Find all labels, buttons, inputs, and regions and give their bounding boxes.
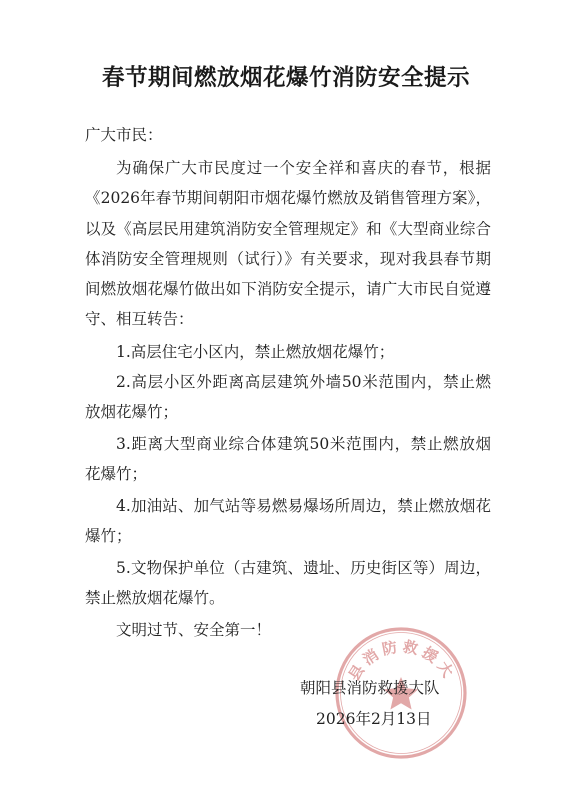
rule-item-2: 2.高层小区外距离高层建筑外墙50米范围内，禁止燃放烟花爆竹； xyxy=(85,373,491,422)
rule-item-1: 1.高层住宅小区内，禁止燃放烟花爆竹； xyxy=(116,343,395,361)
paragraph-intro: 为确保广大市民度过一个安全祥和喜庆的春节，根据《2026年春节期间朝阳市烟花爆竹燃放及销售管理方案》，以及《高层民用建筑消防安全管理规定》和《大型商业综合体消防安全管理规则（试行）》有关要求，现对我县春节期间燃放烟花爆竹做出如下消防安全提示，请广大市民自觉遵守、相互转告： xyxy=(85,159,491,329)
rule-item-4: 4.加油站、加气站等易燃易爆场所周边，禁止燃放烟花爆竹； xyxy=(85,497,491,546)
document-title: 春节期间燃放烟花爆竹消防安全提示 xyxy=(101,65,470,91)
signature-date: 2026年2月13日 xyxy=(316,710,432,728)
rule-item-3: 3.距离大型商业综合体建筑50米范围内，禁止燃放烟花爆竹； xyxy=(85,435,491,484)
signature-organization: 朝阳县消防救援大队 xyxy=(300,679,440,697)
rule-item-5: 5.文物保护单位（古建筑、遗址、历史街区等）周边，禁止燃放烟花爆竹。 xyxy=(85,559,491,608)
salutation: 广大市民： xyxy=(85,126,163,144)
closing-slogan: 文明过节、安全第一！ xyxy=(116,621,272,639)
seal-text: 县消防救援大 xyxy=(344,637,460,684)
